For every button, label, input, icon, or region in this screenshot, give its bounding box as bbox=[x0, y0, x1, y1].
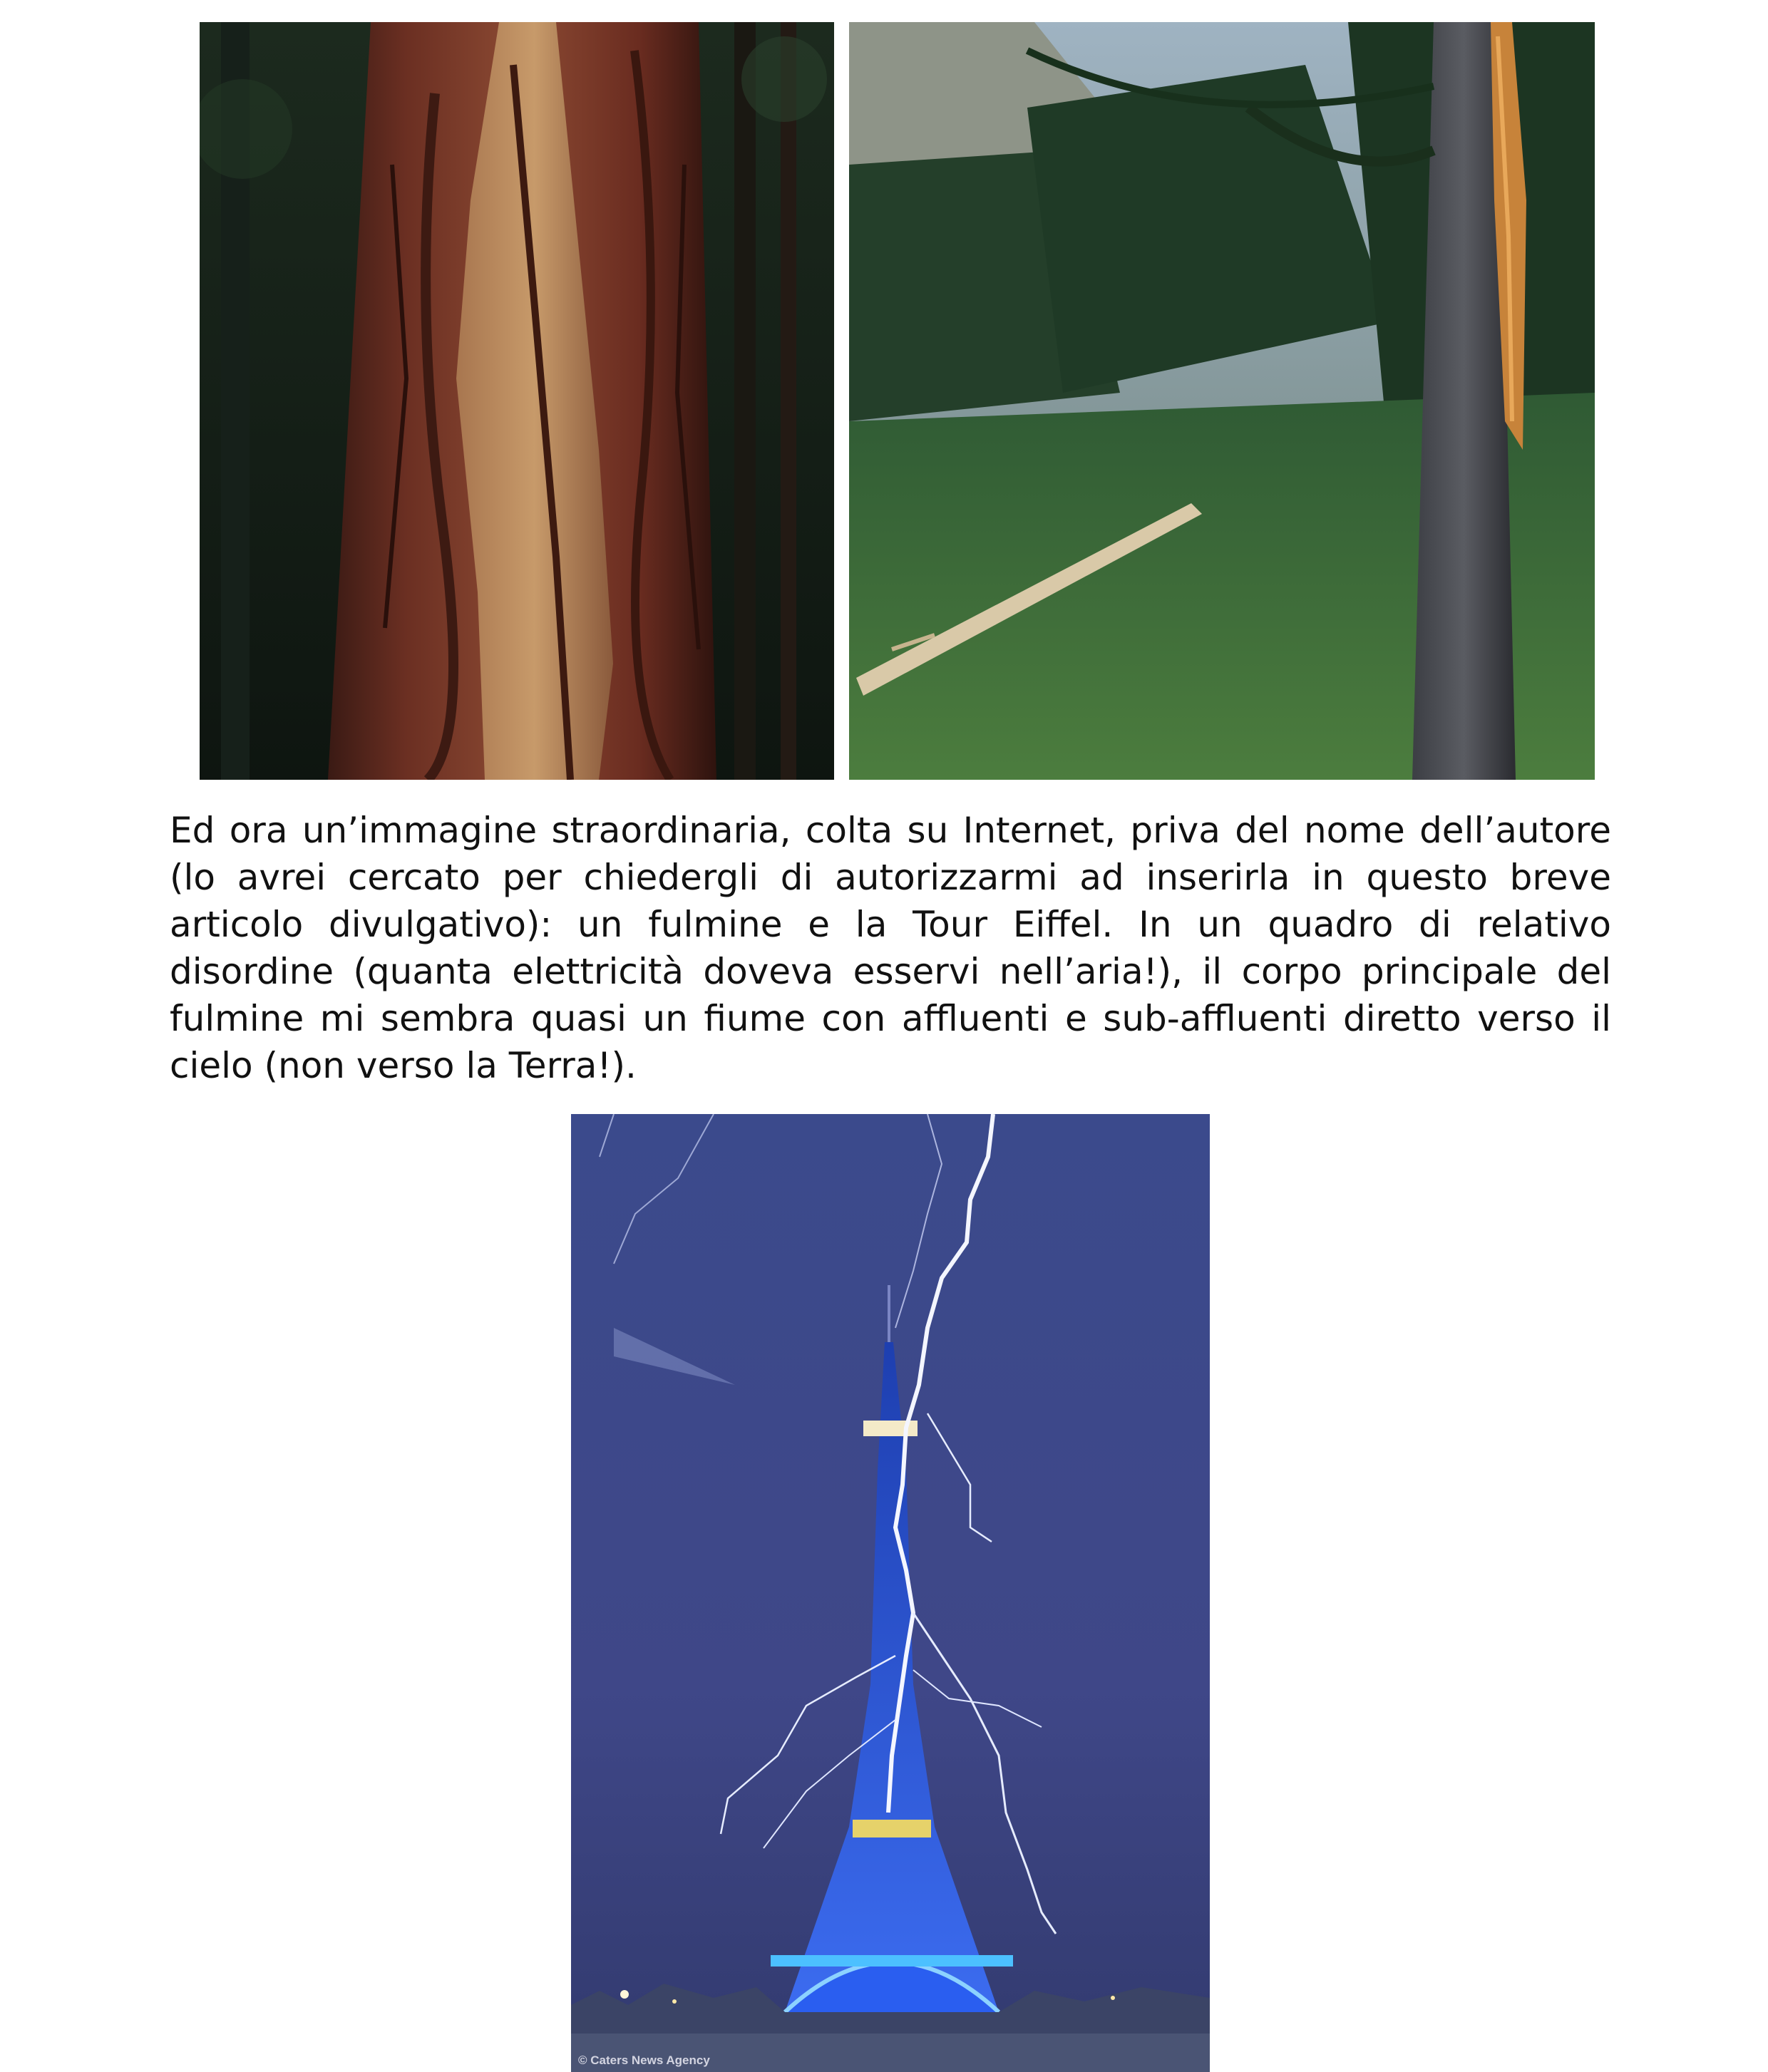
photo-eiffel-tower-lightning bbox=[571, 1114, 1210, 2072]
photo-lightning-scarred-trunk bbox=[200, 22, 834, 780]
photo-larch-with-broken-branch bbox=[849, 22, 1595, 780]
article-paragraph: Ed ora un’immagine straordinaria, colta su Internet, priva del nome dell’autore (lo avrei cercato per chiedergli di autorizzarmi ad inserirla in questo breve articolo divulgativo): un fulmine e la Tour Eiffel. In un quadro di relativo disordine (quanta elettricità doveva esservi nell’aria!), il corpo principale del fulmine mi sembra quasi un fiume con affluenti e sub-affluenti diretto verso il cielo (non verso la Terra!). bbox=[170, 810, 1611, 1086]
photo-credit: © Caters News Agency bbox=[578, 2053, 710, 2067]
